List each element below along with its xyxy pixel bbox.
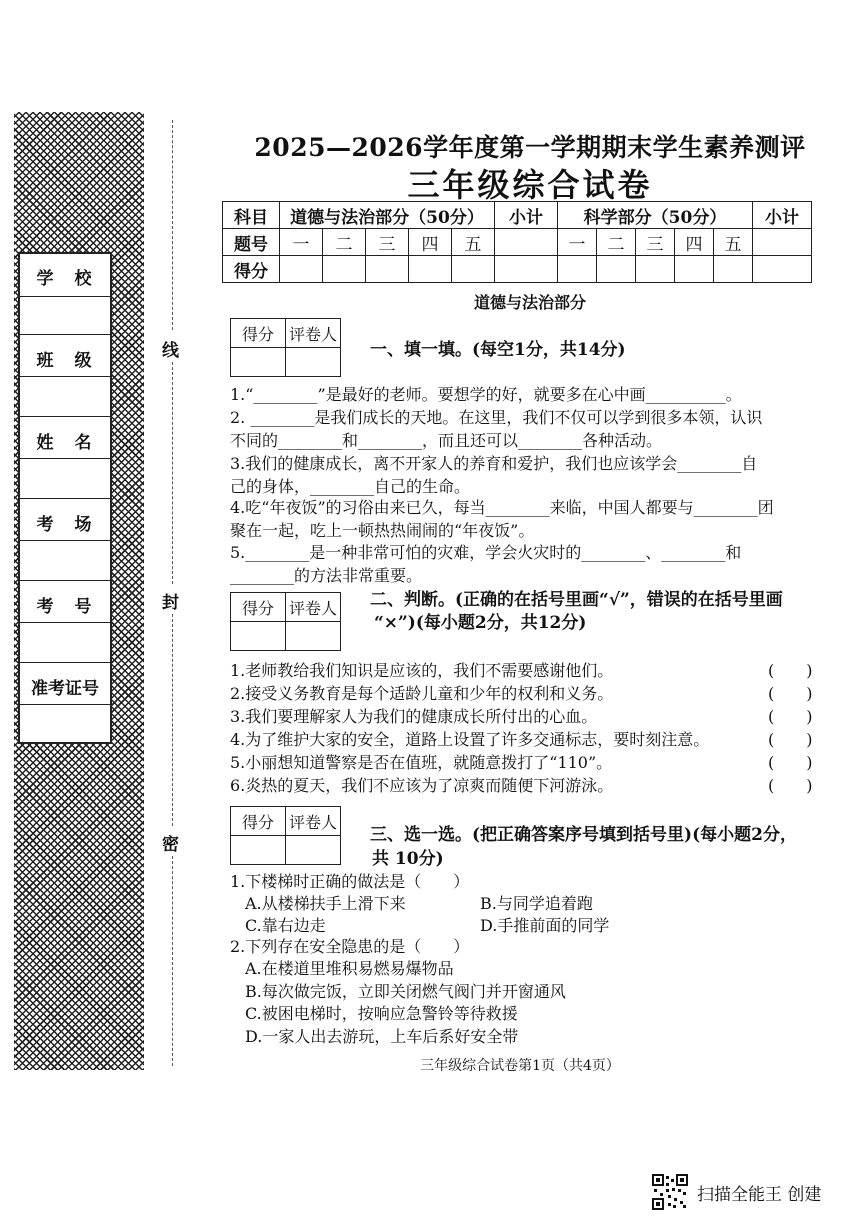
grader-reviewer-label: 评卷人 [286,807,341,836]
fill-question-line: 3.我们的健康成长，离不开家人的养育和爱护，我们也应该学会________自 [230,454,758,473]
judge-item: 6.炎热的夏天，我们不应该为了凉爽而随便下河游泳。 [230,776,614,795]
scanner-watermark: 扫描全能王 创建 [697,1185,822,1205]
seal-line [172,120,173,330]
part2-heading-cont: “×”)(每小题2分，共12分) [374,613,587,633]
score-cell[interactable] [597,256,636,283]
answer-paren[interactable]: ( ) [768,753,813,772]
score-table-row [223,256,812,283]
answer-paren[interactable]: ( ) [768,730,813,749]
grader-reviewer-cell[interactable] [286,348,341,377]
grader-score-label: 得分 [231,593,286,622]
score-cell[interactable] [366,256,409,283]
section-title: 道德与法治部分 [473,293,586,312]
choice-option: D.手推前面的同学 [480,916,610,935]
grader-reviewer-label: 评卷人 [286,319,341,348]
fill-question-line: 4.吃“年夜饭”的习俗由来已久，每当________来临，中国人都要与________团 [230,498,774,517]
page-footer: 三年级综合试卷第1页（共4页） [420,1058,620,1074]
score-cell[interactable] [636,256,675,283]
divider [20,334,110,335]
choice-question-stem: 1.下楼梯时正确的做法是（ ） [230,872,470,891]
grader-reviewer-cell[interactable] [286,836,341,865]
fill-question-line: 5.________是一种非常可怕的灾难，学会火灾时的________、________和 [230,543,742,562]
score-cell[interactable] [495,256,558,283]
part2-heading: 二、判断。(正确的在括号里画“√”，错误的在括号里画 [370,590,783,610]
seal-line [172,362,173,584]
divider [20,704,110,705]
divider [20,416,110,417]
part-number: 二 [597,229,636,256]
divider [20,458,110,459]
science-header: 科学部分（50分） [558,202,753,229]
part-number: 一 [280,229,323,256]
part-number: 四 [675,229,714,256]
choice-option: B.与同学追着跑 [480,894,593,913]
grader-box [230,318,341,377]
student-info-box [18,252,112,744]
part-number: 三 [636,229,675,256]
fill-question-line: ________的方法非常重要。 [230,566,423,585]
seal-char-secret: 密 [162,835,179,855]
choice-option: D.一家人出去游玩，上车后系好安全带 [245,1027,519,1046]
grader-reviewer-label: 评卷人 [286,593,341,622]
divider [20,296,110,297]
exam-subtitle: 三年级综合试卷 [407,166,653,204]
score-cell[interactable] [409,256,452,283]
part-number: 二 [323,229,366,256]
part-number: 一 [558,229,597,256]
score-cell[interactable] [280,256,323,283]
seal-line [172,614,173,826]
name-label: 姓 名 [36,433,94,453]
answer-paren[interactable]: ( ) [768,684,813,703]
judge-item: 4.为了维护大家的安全，道路上设置了许多交通标志，要时刻注意。 [230,730,710,749]
answer-paren[interactable]: ( ) [768,707,813,726]
choice-option: C.被困电梯时，按响应急警铃等待救援 [245,1004,518,1023]
part-number: 四 [409,229,452,256]
choice-option: A.从楼梯扶手上滑下来 [245,894,406,913]
grader-score-label: 得分 [231,807,286,836]
fill-question-line: 不同的________和________，而且还可以________各种活动。 [230,431,663,450]
divider [20,498,110,499]
score-label: 得分 [223,256,280,283]
divider [20,540,110,541]
fill-question-line: 2. ________是我们成长的天地。在这里，我们不仅可以学到很多本领，认识 [230,408,763,427]
admission-ticket-label: 准考证号 [31,679,99,699]
grader-score-cell[interactable] [231,348,286,377]
part-number: 五 [714,229,753,256]
subtotal-cell [753,229,812,256]
judge-item: 3.我们要理解家人为我们的健康成长所付出的心血。 [230,707,598,726]
score-cell[interactable] [675,256,714,283]
school-label: 学 校 [36,269,94,289]
divider [20,662,110,663]
exam-room-label: 考 场 [36,515,94,535]
fill-question-line: 己的身体，________自己的生命。 [230,477,471,496]
grader-reviewer-cell[interactable] [286,622,341,651]
qr-code-icon [652,1174,688,1210]
fill-question-line: 聚在一起，吃上一顿热热闹闹的“年夜饭”。 [230,521,535,540]
judge-item: 1.老师教给我们知识是应该的，我们不需要感谢他们。 [230,661,614,680]
score-cell[interactable] [323,256,366,283]
morality-header: 道德与法治部分（50分） [280,202,495,229]
grader-score-cell[interactable] [231,622,286,651]
subject-label: 科目 [223,202,280,229]
seal-line [172,856,173,1066]
grader-box [230,806,341,865]
score-table-row [223,202,812,229]
divider [20,580,110,581]
score-cell[interactable] [558,256,597,283]
part-number: 五 [452,229,495,256]
answer-paren[interactable]: ( ) [768,661,813,680]
choice-option: C.靠右边走 [245,916,326,935]
part3-heading: 三、选一选。(把正确答案序号填到括号里)(每小题2分， [370,825,797,845]
subtotal-header: 小计 [753,202,812,229]
fill-question-line: 1.“________”是最好的老师。要想学的好，就要多在心中画__________。 [230,385,742,404]
score-table [222,201,812,283]
judge-item: 2.接受义务教育是每个适龄儿童和少年的权利和义务。 [230,684,614,703]
choice-question-stem: 2.下列存在安全隐患的是（ ） [230,937,470,956]
exam-number-label: 考 号 [36,597,94,617]
class-label: 班 级 [36,351,94,371]
choice-option: A.在楼道里堆积易燃易爆物品 [245,959,454,978]
score-cell[interactable] [753,256,812,283]
answer-paren[interactable]: ( ) [768,776,813,795]
divider [20,622,110,623]
subtotal-header: 小计 [495,202,558,229]
score-cell[interactable] [714,256,753,283]
score-table-row [223,229,812,256]
part-number: 三 [366,229,409,256]
exam-title: 2025—2026学年度第一学期期末学生素养测评 [254,133,806,162]
grader-box [230,592,341,651]
choice-option: B.每次做完饭，立即关闭燃气阀门并开窗通风 [245,982,566,1001]
question-number-label: 题号 [223,229,280,256]
subtotal-cell [495,229,558,256]
score-cell[interactable] [452,256,495,283]
grader-score-label: 得分 [231,319,286,348]
grader-score-cell[interactable] [231,836,286,865]
divider [20,376,110,377]
part1-heading: 一、填一填。(每空1分，共14分) [370,340,626,360]
part3-heading-cont: 共 10分) [372,849,444,869]
seal-char-seal: 封 [162,593,179,613]
seal-char-line: 线 [162,341,179,361]
judge-item: 5.小丽想知道警察是否在值班，就随意拨打了“110”。 [230,753,613,772]
